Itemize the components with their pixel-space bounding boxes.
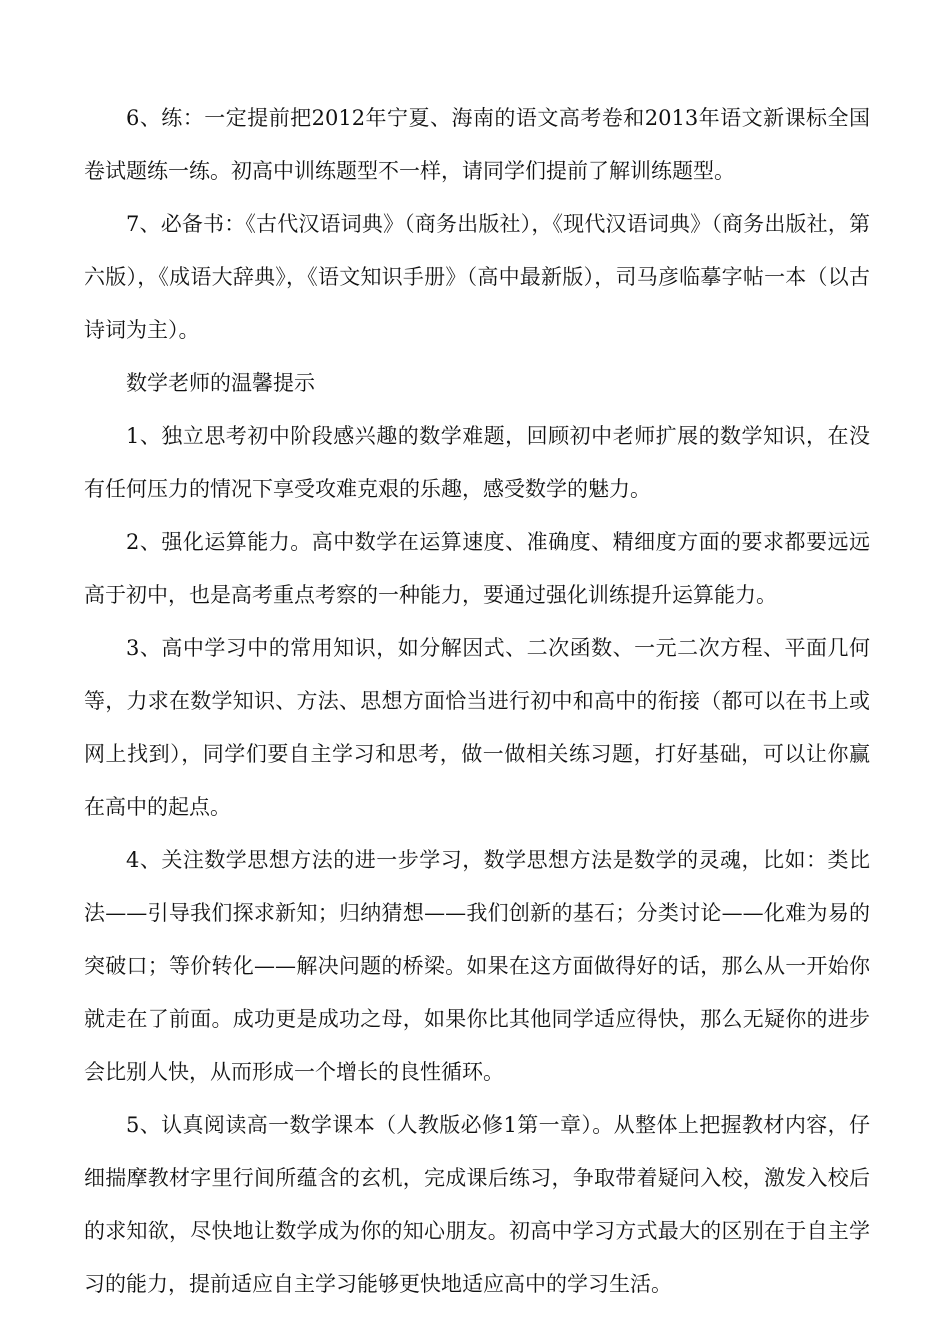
- document-page: [84, 92, 870, 1311]
- math-section-heading: 数学老师的温馨提示: [126, 371, 315, 395]
- math-tip-5: 5、认真阅读高一数学课本（人教版必修1第一章）。从整体上把握教材内容，仔细揣摩教材字里行间所蕴含的玄机，完成课后练习，争取带着疑问入校，激发入校后的求知欲，尽快地让数学成为你的知心朋友。初高中学习方式最大的区别在于自主学习的能力，提前适应自主学习能够更快地适应高中的学习生活。: [84, 1113, 870, 1296]
- math-tip-4: 4、关注数学思想方法的进一步学习，数学思想方法是数学的灵魂，比如：类比法——引导我们探求新知；归纳猜想——我们创新的基石；分类讨论——化难为易的突破口；等价转化——解决问题的桥梁。如果在这方面做得好的话，那么从一开始你就走在了前面。成功更是成功之母，如果你比其他同学适应得快，那么无疑你的进步会比别人快，从而形成一个增长的良性循环。: [84, 848, 870, 1084]
- math-tip-1: 1、独立思考初中阶段感兴趣的数学难题，回顾初中老师扩展的数学知识，在没有任何压力的情况下享受攻难克艰的乐趣，感受数学的魅力。: [84, 424, 870, 501]
- math-tip-3: 3、高中学习中的常用知识，如分解因式、二次函数、一元二次方程、平面几何等，力求在数学知识、方法、思想方面恰当进行初中和高中的衔接（都可以在书上或网上找到），同学们要自主学习和思考，做一做相关练习题，打好基础，可以让你赢在高中的起点。: [84, 636, 870, 819]
- chinese-tip-6: 6、练：一定提前把2012年宁夏、海南的语文高考卷和2013年语文新课标全国卷试题练一练。初高中训练题型不一样，请同学们提前了解训练题型。: [84, 106, 870, 183]
- math-tip-2: 2、强化运算能力。高中数学在运算速度、准确度、精细度方面的要求都要远远高于初中，也是高考重点考察的一种能力，要通过强化训练提升运算能力。: [84, 530, 870, 607]
- chinese-tip-7: 7、必备书：《古代汉语词典》（商务出版社），《现代汉语词典》（商务出版社，第六版），《成语大辞典》，《语文知识手册》（高中最新版），司马彦临摹字帖一本（以古诗词为主）。: [84, 212, 870, 342]
